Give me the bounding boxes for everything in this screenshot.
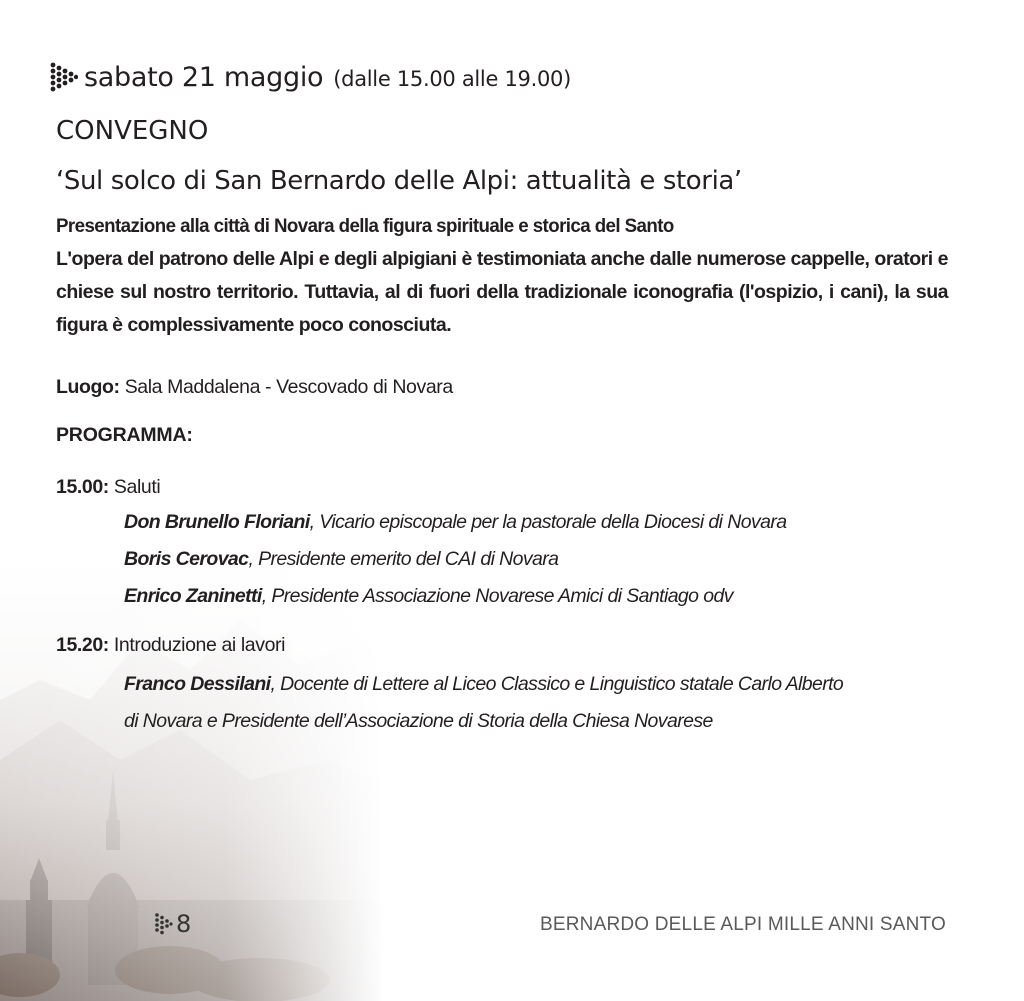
play-dots-icon bbox=[50, 62, 78, 92]
section-heading: CONVEGNO bbox=[56, 116, 209, 146]
speaker-name: Franco Dessilani bbox=[124, 673, 271, 695]
page-number-value: 8 bbox=[176, 910, 192, 938]
slot-title: Introduzione ai lavori bbox=[113, 634, 286, 656]
event-description: L'opera del patrono delle Alpi e degli alpigiani è testimoniata anche dalle numerose cappelle, oratori e chiese sul nostro territorio. Tuttavia, al di fuori della tradizionale iconografia (l'ospizio, i cani), la sua figura è complessivamente poco conosciuta. bbox=[56, 248, 948, 336]
program-heading: PROGRAMMA: bbox=[56, 424, 193, 446]
speaker-name: Don Brunello Floriani bbox=[124, 511, 310, 533]
location-label: Luogo: bbox=[56, 376, 120, 398]
speaker-line bbox=[124, 548, 558, 571]
play-dots-icon bbox=[155, 913, 173, 935]
speaker-role-continuation: di Novara e Presidente dell’Associazione di Storia della Chiesa Novarese bbox=[124, 710, 713, 732]
event-location bbox=[56, 376, 453, 399]
event-date: sabato 21 maggio bbox=[84, 62, 324, 93]
location-value: Sala Maddalena - Vescovado di Novara bbox=[124, 376, 453, 398]
event-date-line bbox=[50, 56, 571, 93]
event-intro bbox=[56, 210, 948, 342]
slot-time: 15.20: bbox=[56, 634, 109, 656]
slot-title: Saluti bbox=[113, 476, 161, 498]
speaker-name: Enrico Zaninetti bbox=[124, 585, 262, 607]
event-subtitle: Presentazione alla città di Novara della figura spirituale e storica del Santo bbox=[56, 215, 674, 237]
event-title: ‘Sul solco di San Bernardo delle Alpi: attualità e storia’ bbox=[56, 166, 742, 196]
speaker-name: Boris Cerovac bbox=[124, 548, 249, 570]
event-time-range: (dalle 15.00 alle 19.00) bbox=[333, 67, 571, 91]
speaker-role: , Vicario episcopale per la pastorale della Diocesi di Novara bbox=[309, 511, 787, 533]
running-title: BERNARDO DELLE ALPI MILLE ANNI SANTO bbox=[540, 914, 946, 935]
page-number bbox=[155, 910, 191, 938]
speaker-line bbox=[124, 585, 733, 608]
program-slot bbox=[56, 634, 285, 657]
program-slot bbox=[56, 476, 160, 499]
speaker-role: , Presidente Associazione Novarese Amici di Santiago odv bbox=[261, 585, 733, 607]
speaker-line bbox=[124, 673, 843, 696]
speaker-line bbox=[124, 511, 786, 534]
speaker-role: , Docente di Lettere al Liceo Classico e Linguistico statale Carlo Alberto bbox=[270, 673, 844, 695]
slot-time: 15.00: bbox=[56, 476, 109, 498]
speaker-role: , Presidente emerito del CAI di Novara bbox=[248, 548, 559, 570]
